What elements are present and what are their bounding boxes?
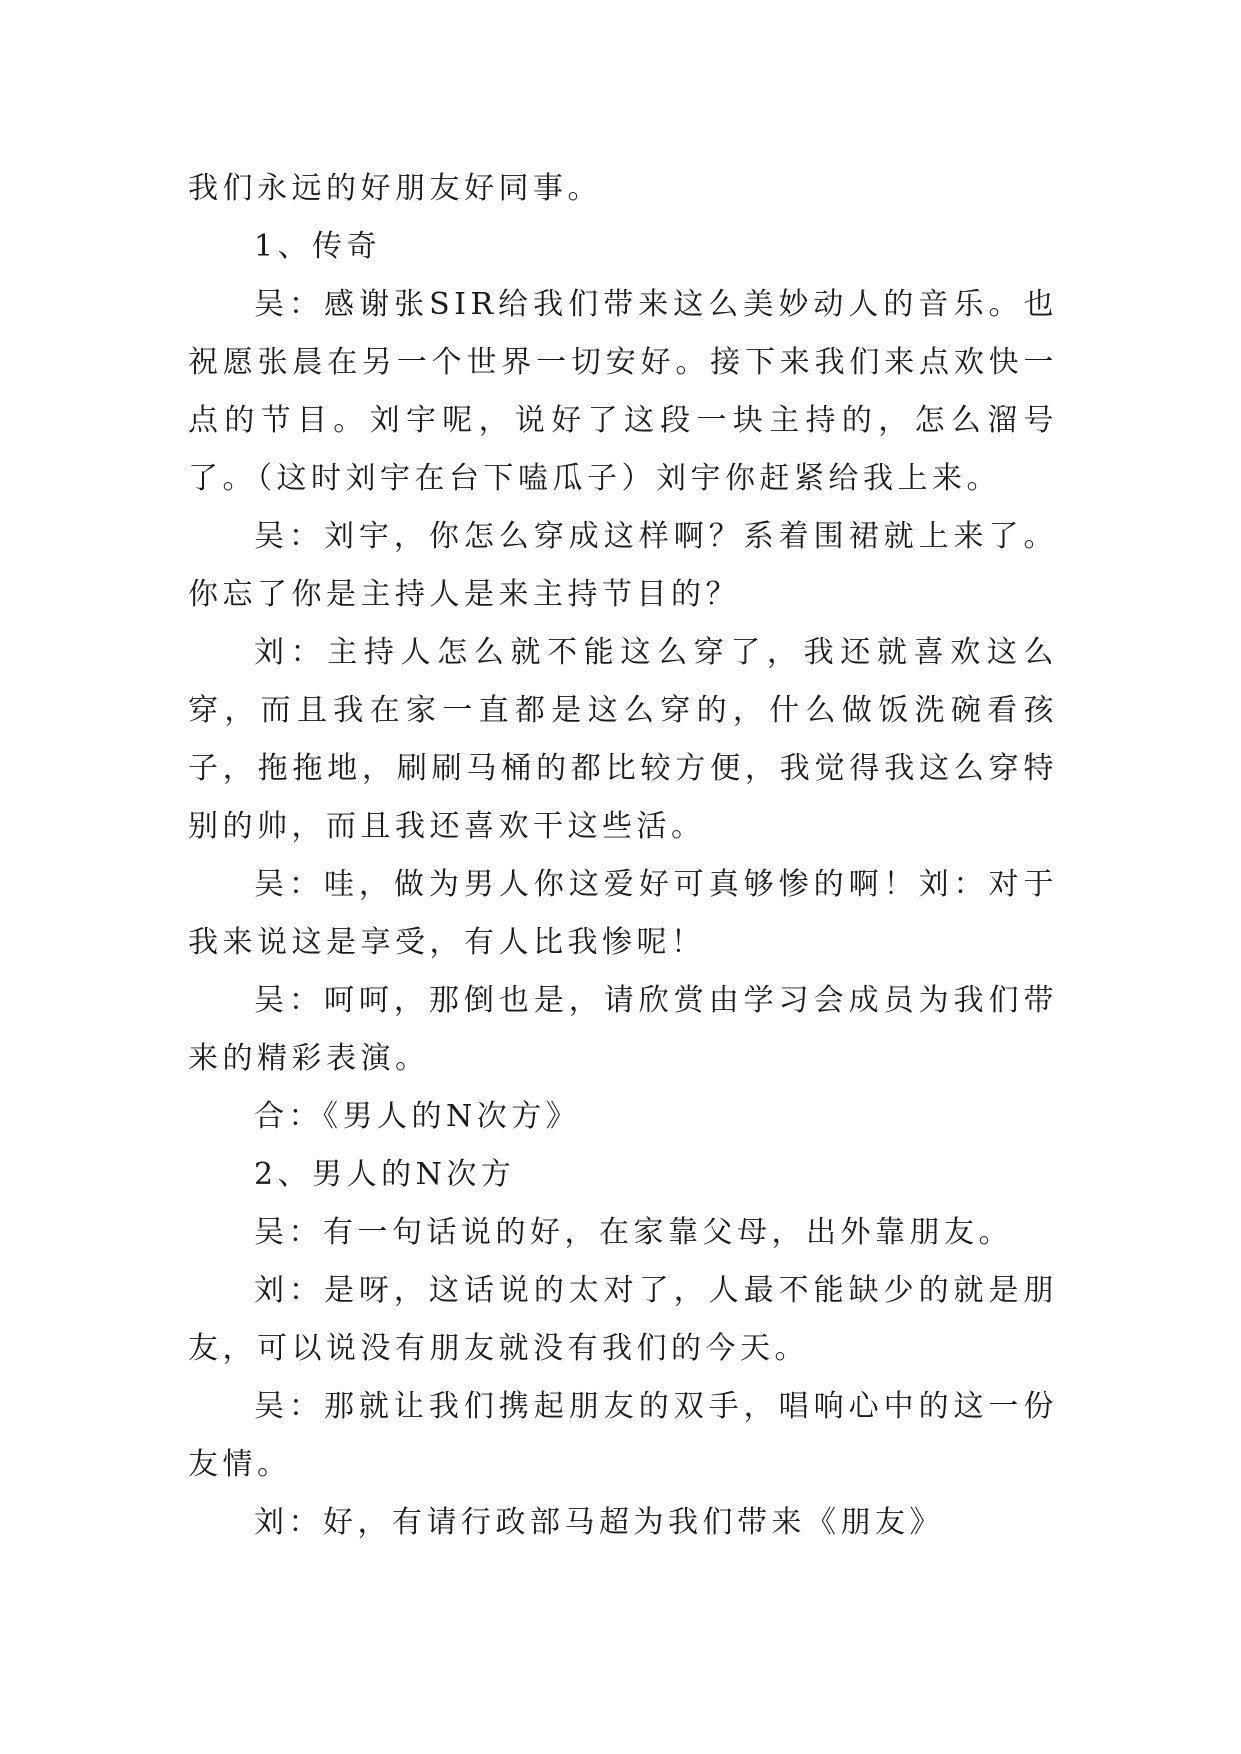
dialogue-paragraph: 吴：呵呵，那倒也是，请欣赏由学习会成员为我们带来的精彩表演。 <box>188 983 1058 1076</box>
dialogue-paragraph: 刘：主持人怎么就不能这么穿了，我还就喜欢这么穿，而且我在家一直都是这么穿的，什么做饭洗碗看孩子，拖拖地，刷刷马桶的都比较方便，我觉得我这么穿特别的帅，而且我还喜欢干这些活。 <box>188 635 1058 844</box>
paragraph-continuation: 我们永远的好朋友好同事。 <box>188 171 602 206</box>
section-heading-2: 2、男人的N次方 <box>254 1157 516 1192</box>
dialogue-paragraph: 刘：好，有请行政部马超为我们带来《朋友》 <box>254 1505 944 1540</box>
dialogue-paragraph: 吴：那就让我们携起朋友的双手，唱响心中的这一份友情。 <box>188 1389 1058 1482</box>
dialogue-paragraph: 刘：是呀，这话说的太对了，人最不能缺少的就是朋友，可以说没有朋友就没有我们的今天。 <box>188 1273 1058 1366</box>
document-page <box>188 160 1058 1552</box>
dialogue-paragraph: 吴：有一句话说的好，在家靠父母，出外靠朋友。 <box>254 1215 1013 1250</box>
dialogue-paragraph: 吴：刘宇，你怎么穿成这样啊？系着围裙就上来了。你忘了你是主持人是来主持节目的？ <box>188 519 1058 612</box>
dialogue-paragraph: 合：《男人的N次方》 <box>254 1099 581 1134</box>
dialogue-paragraph: 吴：哇，做为男人你这爱好可真够惨的啊！刘：对于我来说这是享受，有人比我惨呢！ <box>188 867 1058 960</box>
dialogue-paragraph: 吴：感谢张SIR给我们带来这么美妙动人的音乐。也祝愿张晨在另一个世界一切安好。接下来我们来点欢快一点的节目。刘宇呢，说好了这段一块主持的，怎么溜号了。（这时刘宇在台下嗑瓜子）刘宇你赶紧给我上来。 <box>188 287 1058 496</box>
section-heading-1: 1、传奇 <box>254 229 382 264</box>
